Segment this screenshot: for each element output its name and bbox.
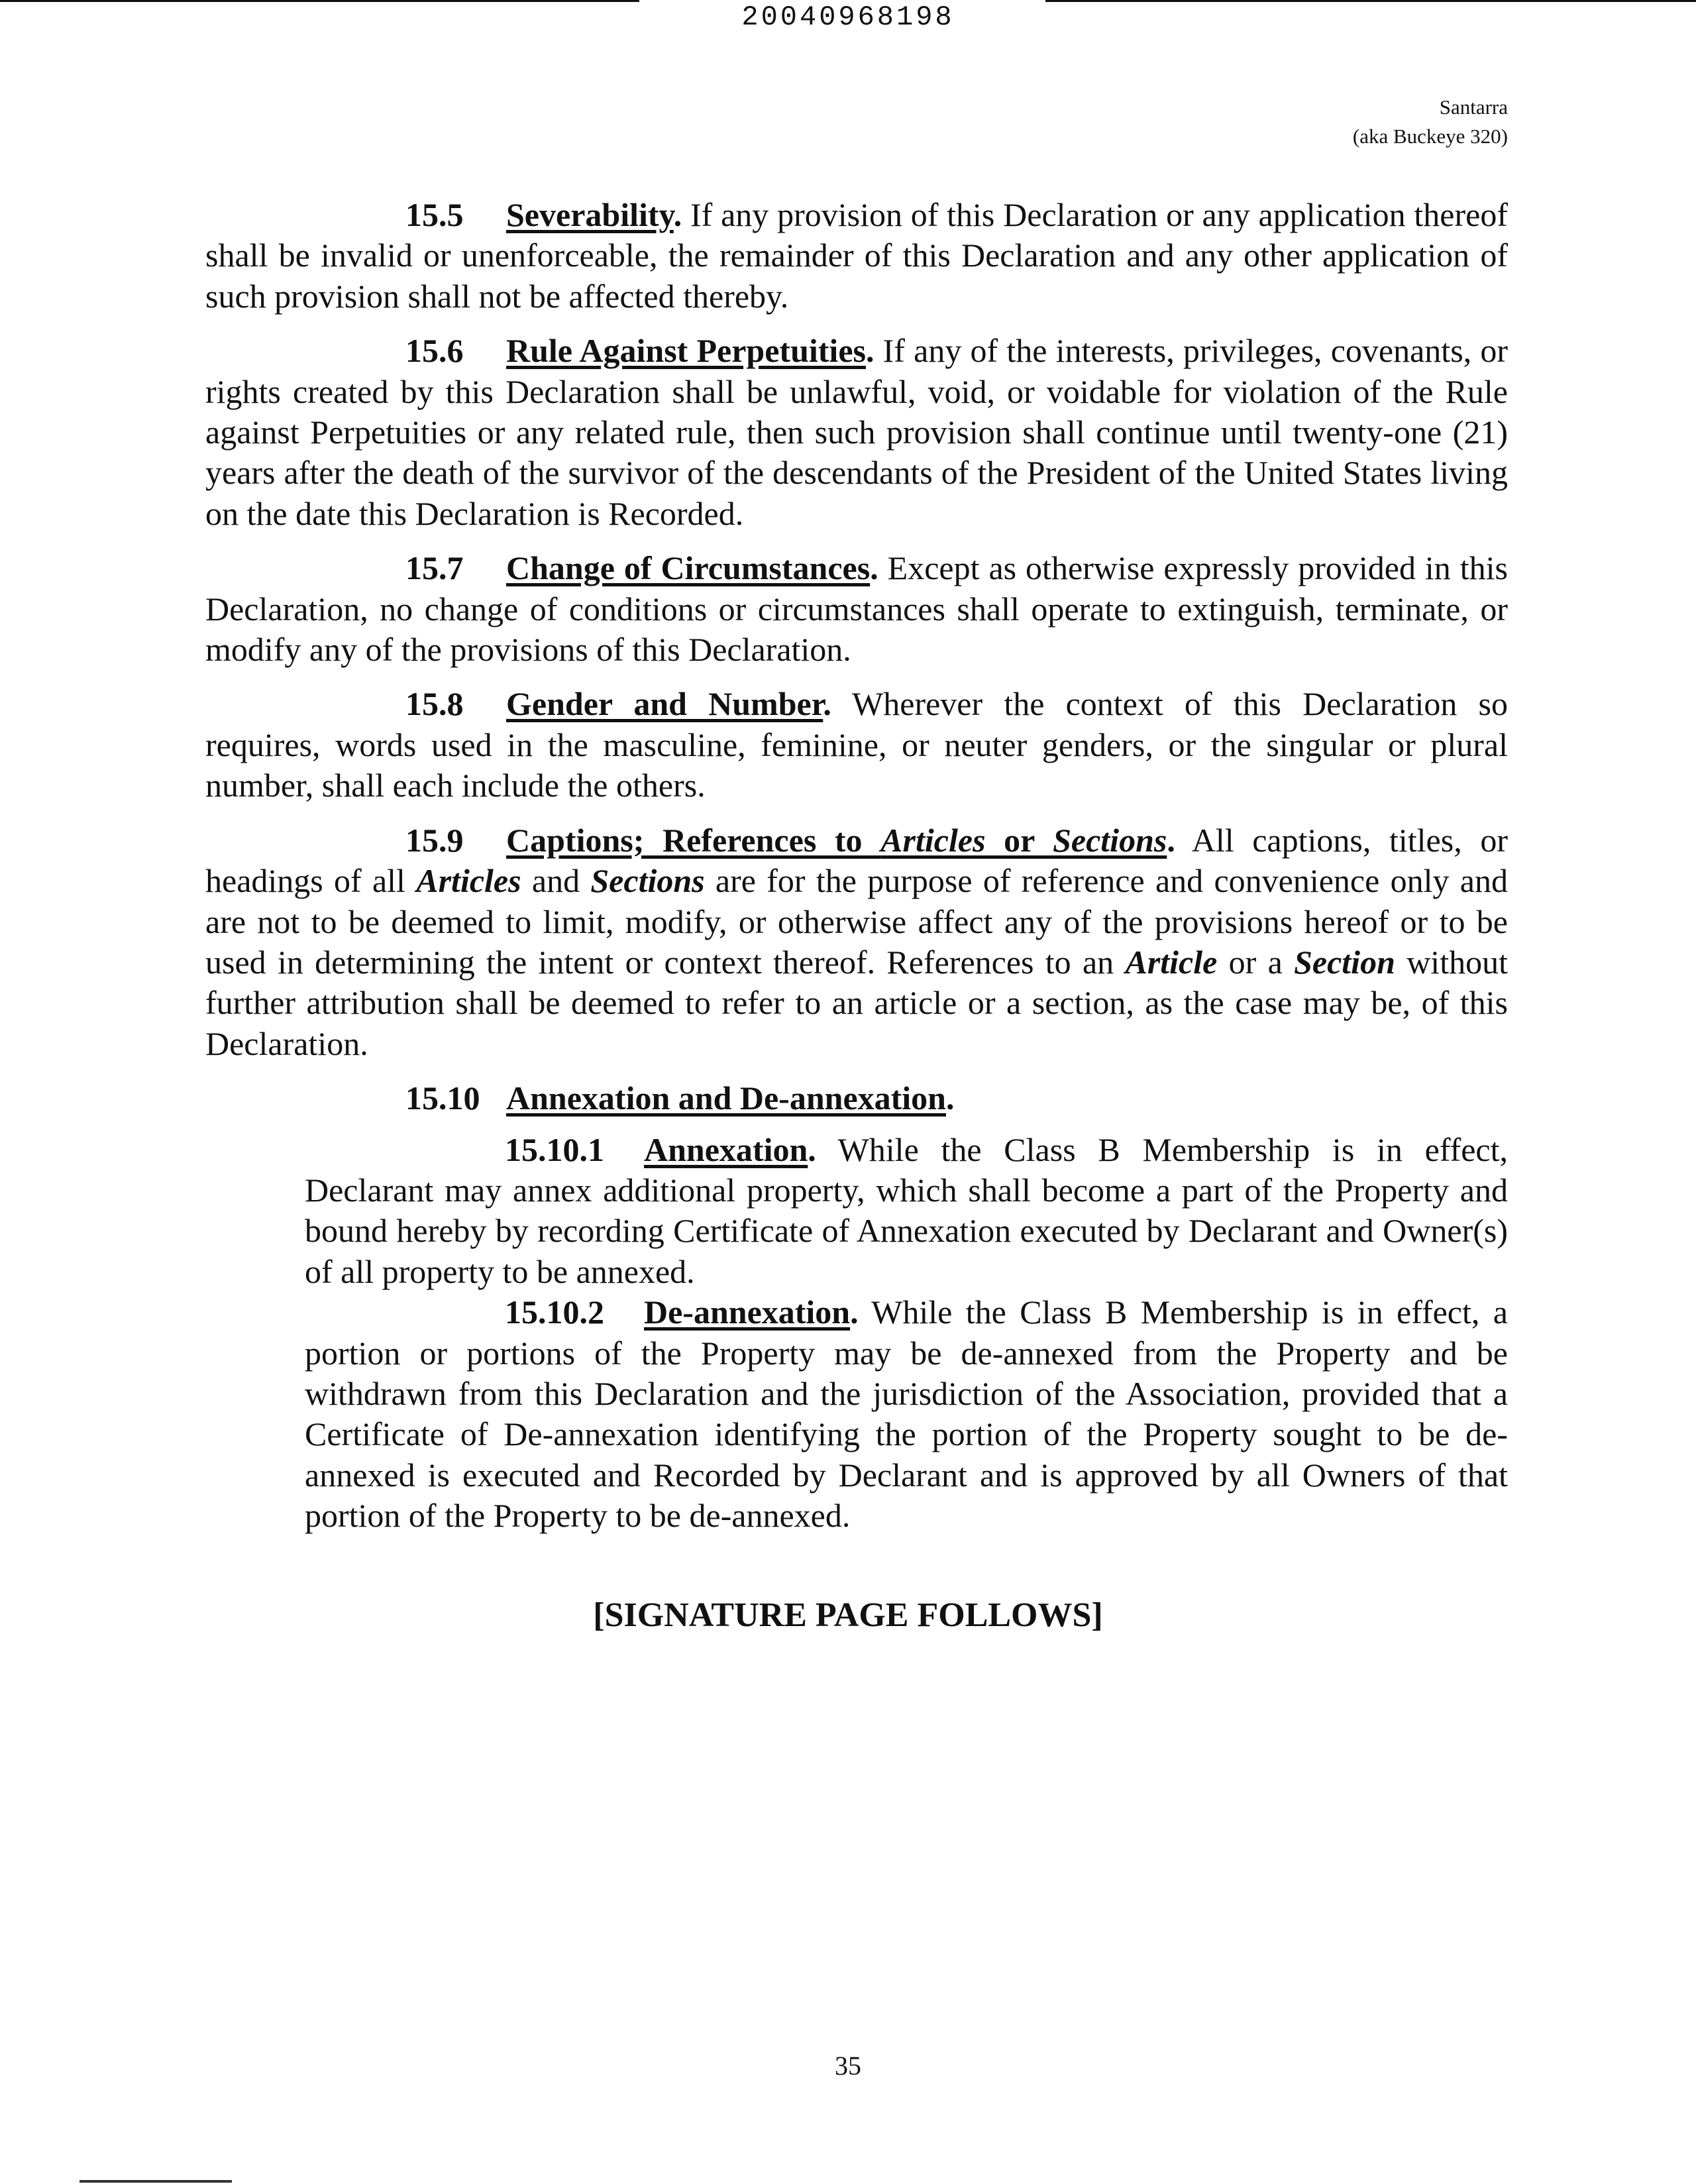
section-title: De-annexation	[644, 1293, 851, 1331]
section-text: Except as otherwise expressly provided in this Declaration, no change of conditions or circumstances shall operate to extinguish, terminate, or modify any of the provisions of this Declaration.	[205, 549, 1508, 669]
section-title: Annexation	[644, 1130, 808, 1168]
section-number: 15.8	[405, 685, 464, 723]
section-text: and	[521, 862, 591, 900]
section-title: Gender and Number	[506, 685, 823, 723]
section-title: Rule Against Perpetuities	[506, 332, 866, 370]
section-number: 15.9	[405, 821, 464, 859]
section-title: Change of Circumstances	[506, 549, 871, 587]
section-title: Severability	[506, 196, 674, 233]
header-project-alias: (aka Buckeye 320)	[1352, 125, 1508, 148]
section-text: without further attribution shall be deemed to refer to an article or a section, as the case may be, of this Declaration.	[205, 943, 1508, 1062]
section-15-10-1: 15.10.1 Annexation. While the Class B Membership is in effect, Declarant may annex additional property, which shall become a part of the Property and bound hereby by recording Certificate of Annexation executed by Declarant and Owner(s) of all property to be annexed.	[305, 1130, 1508, 1290]
section-text: If any provision of this Declaration or any application thereof shall be invalid or unenforceable, the remainder of this Declaration and any other application of such provision shall not be affected thereby.	[205, 196, 1508, 315]
section-15-8: 15.8 Gender and Number. Wherever the context of this Declaration so requires, words used in the masculine, feminine, or neuter genders, or the singular or plural number, shall each include the others.	[205, 685, 1508, 804]
section-text: While the Class B Membership is in effect, Declarant may annex additional property, which shall become a part of the Property and bound hereby by recording Certificate of Annexation executed by Declarant and Owner(s) of all property to be annexed.	[305, 1130, 1508, 1290]
section-15-6: 15.6 Rule Against Perpetuities. If any of the interests, privileges, covenants, or rights created by this Declaration shall be unlawful, void, or voidable for violation of the Rule against Perpetuities or any related rule, then such provision shall continue until twenty-one (21) years after the death of the survivor of the descendants of the President of the United States living on the date this Declaration is Recorded.	[205, 332, 1508, 532]
document-number: 20040968198	[741, 1, 955, 33]
section-title-part: Captions; References to	[506, 821, 881, 859]
section-text: Wherever the context of this Declaration so requires, words used in the masculine, feminine, or neuter genders, or the singular or plural number, shall each include the others.	[205, 685, 1508, 804]
section-15-5: 15.5 Severability. If any provision of this Declaration or any application thereof shall be invalid or unenforceable, the remainder of this Declaration and any other application of such provision shall not be affected thereby.	[205, 196, 1508, 315]
section-number: 15.10.2	[505, 1293, 604, 1331]
section-15-9: 15.9 Captions; References to Articles or Sections. All captions, titles, or headings of all Articles and Sections are for the purpose of reference and convenience only and are not to be deemed to limit, modify, or otherwise affect any of the provisions hereof or to be used in determining the intent or context thereof. References to an Article or a Section without further attribution shall be deemed to refer to an article or a section, as the case may be, of this Declaration.	[205, 821, 1508, 1062]
section-title-sections: Sections	[1053, 821, 1167, 859]
scan-artifact	[80, 2180, 232, 2183]
term-articles: Articles	[416, 862, 521, 900]
section-number: 15.6	[405, 332, 464, 370]
document-body	[205, 195, 1508, 1537]
section-text: While the Class B Membership is in effect, a portion or portions of the Property may be de-annexed from the Property and be withdrawn from this Declaration and the jurisdiction of the Association, provided that a Certificate of De-annexation identifying the portion of the Property sought to be de-annexed is executed and Recorded by Declarant and is approved by all Owners of that portion of the Property to be de-annexed.	[305, 1293, 1508, 1535]
section-number: 15.7	[405, 549, 464, 587]
page-number: 35	[835, 2051, 861, 2081]
section-title: Annexation and De-annexation	[506, 1079, 946, 1117]
running-header	[1353, 93, 1508, 151]
section-title-part: or	[985, 821, 1053, 859]
section-number: 15.5	[405, 196, 464, 233]
section-number: 15.10.1	[505, 1130, 604, 1168]
signature-page-notice: [SIGNATURE PAGE FOLLOWS]	[593, 1596, 1103, 1634]
section-15-10: 15.10 Annexation and De-annexation.	[205, 1078, 1508, 1119]
header-project-name: Santarra	[1439, 95, 1508, 119]
section-text: All captions, titles, or headings of all	[205, 821, 1508, 900]
term-section: Section	[1294, 943, 1395, 981]
term-article: Article	[1125, 943, 1218, 981]
section-text: are for the purpose of reference and convenience only and are not to be deemed to limit, modify, or otherwise affect any of the provisions hereof or to be used in determining the intent or context thereof. References to an	[205, 862, 1508, 981]
section-number: 15.10	[405, 1079, 480, 1117]
section-text: If any of the interests, privileges, covenants, or rights created by this Declaration shall be unlawful, void, or voidable for violation of the Rule against Perpetuities or any related rule, then such provision shall continue until twenty-one (21) years after the death of the survivor of the descendants of the President of the United States living on the date this Declaration is Recorded.	[205, 332, 1508, 532]
section-text: or a	[1217, 943, 1295, 981]
section-title-articles: Articles	[880, 821, 986, 859]
term-sections: Sections	[590, 862, 705, 900]
section-15-10-2: 15.10.2 De-annexation. While the Class B Membership is in effect, a portion or portions of the Property may be de-annexed from the Property and be withdrawn from this Declaration and the jurisdiction of the Association, provided that a Certificate of De-annexation identifying the portion of the Property sought to be de-annexed is executed and Recorded by Declarant and is approved by all Owners of that portion of the Property to be de-annexed.	[305, 1293, 1508, 1535]
section-title	[506, 822, 1167, 859]
section-15-7: 15.7 Change of Circumstances. Except as otherwise expressly provided in this Declaration, no change of conditions or circumstances shall operate to extinguish, terminate, or modify any of the provisions of this Declaration.	[205, 549, 1508, 669]
